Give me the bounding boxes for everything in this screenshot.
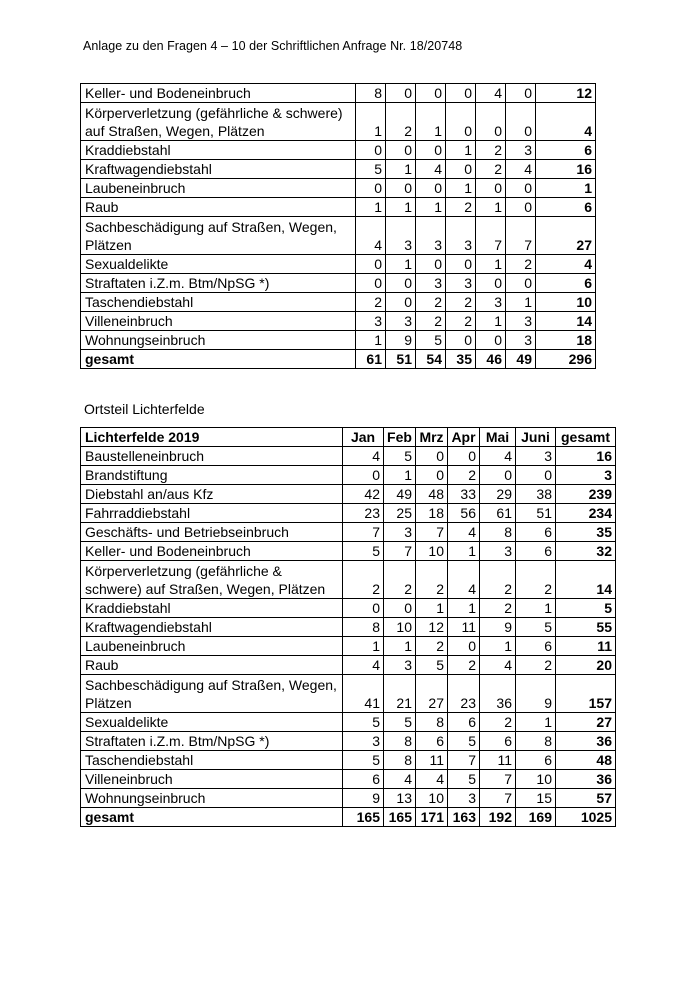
grand-total: 296 bbox=[536, 350, 596, 369]
month-value: 3 bbox=[506, 331, 536, 350]
table-title-cell: Lichterfelde 2019 bbox=[81, 428, 343, 447]
month-value: 0 bbox=[386, 293, 416, 312]
month-value: 4 bbox=[384, 770, 416, 789]
month-value: 11 bbox=[448, 618, 480, 637]
month-value: 0 bbox=[386, 274, 416, 293]
month-value: 5 bbox=[516, 618, 556, 637]
month-value: 1 bbox=[386, 198, 416, 217]
month-value: 2 bbox=[516, 561, 556, 599]
month-value: 0 bbox=[386, 84, 416, 103]
month-value: 21 bbox=[384, 675, 416, 713]
month-value: 1 bbox=[416, 599, 448, 618]
row-total: 239 bbox=[556, 485, 616, 504]
month-value: 1 bbox=[448, 542, 480, 561]
table-row bbox=[81, 293, 596, 312]
month-total: 35 bbox=[446, 350, 476, 369]
month-value: 12 bbox=[416, 618, 448, 637]
month-value: 9 bbox=[480, 618, 516, 637]
month-value: 2 bbox=[356, 293, 386, 312]
row-total: 234 bbox=[556, 504, 616, 523]
month-value: 13 bbox=[384, 789, 416, 808]
month-value: 6 bbox=[516, 523, 556, 542]
row-label: Laubeneinbruch bbox=[81, 179, 356, 198]
month-value: 6 bbox=[516, 751, 556, 770]
month-value: 1 bbox=[384, 466, 416, 485]
row-total: 5 bbox=[556, 599, 616, 618]
month-value: 2 bbox=[516, 656, 556, 675]
month-value: 0 bbox=[480, 466, 516, 485]
month-value: 7 bbox=[448, 751, 480, 770]
row-total: 6 bbox=[536, 274, 596, 293]
month-value: 8 bbox=[384, 732, 416, 751]
month-value: 2 bbox=[448, 656, 480, 675]
month-value: 2 bbox=[480, 713, 516, 732]
row-label: Körperverletzung (gefährliche & schwere) auf Straßen, Wegen, Plätzen bbox=[81, 103, 356, 141]
month-value: 0 bbox=[384, 599, 416, 618]
month-value: 3 bbox=[384, 523, 416, 542]
month-value: 4 bbox=[448, 523, 480, 542]
month-value: 0 bbox=[416, 466, 448, 485]
month-value: 8 bbox=[516, 732, 556, 751]
month-value: 5 bbox=[416, 331, 446, 350]
month-value: 9 bbox=[343, 789, 384, 808]
section-title: Ortsteil Lichterfelde bbox=[84, 401, 205, 417]
table-row bbox=[81, 713, 616, 732]
month-value: 48 bbox=[416, 485, 448, 504]
row-label: Wohnungseinbruch bbox=[81, 331, 356, 350]
month-value: 0 bbox=[446, 331, 476, 350]
row-total: 36 bbox=[556, 732, 616, 751]
month-value: 0 bbox=[416, 84, 446, 103]
row-total: 18 bbox=[536, 331, 596, 350]
month-value: 61 bbox=[480, 504, 516, 523]
month-value: 5 bbox=[343, 751, 384, 770]
table-row bbox=[81, 656, 616, 675]
month-value: 0 bbox=[343, 466, 384, 485]
month-value: 3 bbox=[476, 293, 506, 312]
month-value: 0 bbox=[516, 466, 556, 485]
month-value: 41 bbox=[343, 675, 384, 713]
table-row bbox=[81, 141, 596, 160]
row-total: 16 bbox=[556, 447, 616, 466]
table-row bbox=[81, 542, 616, 561]
column-header: Jan bbox=[343, 428, 384, 447]
month-value: 33 bbox=[448, 485, 480, 504]
row-label: Taschendiebstahl bbox=[81, 751, 343, 770]
month-value: 7 bbox=[416, 523, 448, 542]
month-value: 27 bbox=[416, 675, 448, 713]
month-value: 7 bbox=[476, 217, 506, 255]
page-header: Anlage zu den Fragen 4 – 10 der Schriftlichen Anfrage Nr. 18/20748 bbox=[83, 39, 463, 53]
month-value: 6 bbox=[448, 713, 480, 732]
month-value: 0 bbox=[356, 141, 386, 160]
month-value: 2 bbox=[416, 312, 446, 331]
month-value: 0 bbox=[476, 274, 506, 293]
month-value: 38 bbox=[516, 485, 556, 504]
month-value: 3 bbox=[356, 312, 386, 331]
month-value: 8 bbox=[343, 618, 384, 637]
month-value: 3 bbox=[446, 217, 476, 255]
month-value: 9 bbox=[386, 331, 416, 350]
total-row bbox=[81, 808, 616, 827]
month-value: 0 bbox=[446, 160, 476, 179]
month-value: 4 bbox=[506, 160, 536, 179]
month-value: 2 bbox=[416, 637, 448, 656]
month-value: 4 bbox=[343, 447, 384, 466]
table-row bbox=[81, 466, 616, 485]
month-value: 1 bbox=[343, 637, 384, 656]
month-value: 2 bbox=[384, 561, 416, 599]
table-row bbox=[81, 312, 596, 331]
row-total: 55 bbox=[556, 618, 616, 637]
table-row bbox=[81, 675, 616, 713]
month-value: 1 bbox=[446, 141, 476, 160]
month-value: 15 bbox=[516, 789, 556, 808]
month-value: 1 bbox=[476, 255, 506, 274]
row-total: 48 bbox=[556, 751, 616, 770]
month-value: 2 bbox=[416, 561, 448, 599]
month-value: 0 bbox=[416, 179, 446, 198]
month-value: 1 bbox=[476, 198, 506, 217]
column-header: Juni bbox=[516, 428, 556, 447]
month-value: 0 bbox=[476, 103, 506, 141]
grand-total: 1025 bbox=[556, 808, 616, 827]
month-value: 0 bbox=[506, 274, 536, 293]
table-row bbox=[81, 770, 616, 789]
month-value: 3 bbox=[386, 217, 416, 255]
column-header: Apr bbox=[448, 428, 480, 447]
month-value: 10 bbox=[384, 618, 416, 637]
row-total: 14 bbox=[556, 561, 616, 599]
column-header: Feb bbox=[384, 428, 416, 447]
month-value: 6 bbox=[416, 732, 448, 751]
row-total: 6 bbox=[536, 198, 596, 217]
row-label: Sexualdelikte bbox=[81, 713, 343, 732]
table-row bbox=[81, 217, 596, 255]
row-total: 35 bbox=[556, 523, 616, 542]
row-label: Kraftwagendiebstahl bbox=[81, 618, 343, 637]
month-value: 0 bbox=[386, 141, 416, 160]
total-row bbox=[81, 350, 596, 369]
month-value: 7 bbox=[384, 542, 416, 561]
month-value: 2 bbox=[446, 293, 476, 312]
row-total: 10 bbox=[536, 293, 596, 312]
month-value: 0 bbox=[506, 198, 536, 217]
row-total: 27 bbox=[536, 217, 596, 255]
row-label: Taschendiebstahl bbox=[81, 293, 356, 312]
month-total: 49 bbox=[506, 350, 536, 369]
month-value: 2 bbox=[480, 561, 516, 599]
month-value: 1 bbox=[356, 198, 386, 217]
month-total: 165 bbox=[384, 808, 416, 827]
row-label: Kraddiebstahl bbox=[81, 599, 343, 618]
month-value: 8 bbox=[480, 523, 516, 542]
table-row bbox=[81, 789, 616, 808]
month-value: 1 bbox=[416, 198, 446, 217]
month-value: 0 bbox=[506, 84, 536, 103]
month-value: 6 bbox=[480, 732, 516, 751]
row-label: Diebstahl an/aus Kfz bbox=[81, 485, 343, 504]
month-value: 2 bbox=[386, 103, 416, 141]
month-value: 0 bbox=[476, 179, 506, 198]
crime-table-lichterfelde bbox=[80, 427, 616, 827]
month-value: 42 bbox=[343, 485, 384, 504]
table-row bbox=[81, 523, 616, 542]
row-label: Straftaten i.Z.m. Btm/NpSG *) bbox=[81, 274, 356, 293]
month-value: 1 bbox=[386, 160, 416, 179]
month-total: 192 bbox=[480, 808, 516, 827]
month-value: 3 bbox=[446, 274, 476, 293]
month-value: 2 bbox=[343, 561, 384, 599]
month-total: 51 bbox=[386, 350, 416, 369]
month-value: 3 bbox=[416, 274, 446, 293]
month-value: 29 bbox=[480, 485, 516, 504]
table-row bbox=[81, 504, 616, 523]
month-value: 4 bbox=[480, 656, 516, 675]
month-value: 3 bbox=[416, 217, 446, 255]
month-value: 4 bbox=[356, 217, 386, 255]
month-value: 5 bbox=[448, 770, 480, 789]
month-value: 1 bbox=[446, 179, 476, 198]
row-total: 11 bbox=[556, 637, 616, 656]
row-total: 16 bbox=[536, 160, 596, 179]
month-value: 5 bbox=[343, 542, 384, 561]
month-value: 1 bbox=[448, 599, 480, 618]
month-value: 0 bbox=[356, 255, 386, 274]
month-value: 1 bbox=[480, 637, 516, 656]
month-value: 0 bbox=[416, 447, 448, 466]
table-row bbox=[81, 255, 596, 274]
month-value: 6 bbox=[516, 637, 556, 656]
month-value: 0 bbox=[386, 179, 416, 198]
month-value: 8 bbox=[356, 84, 386, 103]
column-header: Mrz bbox=[416, 428, 448, 447]
row-label: Kraddiebstahl bbox=[81, 141, 356, 160]
month-value: 5 bbox=[448, 732, 480, 751]
month-value: 2 bbox=[506, 255, 536, 274]
month-total: 46 bbox=[476, 350, 506, 369]
month-total: 171 bbox=[416, 808, 448, 827]
month-total: 165 bbox=[343, 808, 384, 827]
month-value: 5 bbox=[384, 447, 416, 466]
row-label: Kraftwagendiebstahl bbox=[81, 160, 356, 179]
month-value: 18 bbox=[416, 504, 448, 523]
table-row bbox=[81, 485, 616, 504]
table-row bbox=[81, 561, 616, 599]
month-value: 51 bbox=[516, 504, 556, 523]
month-value: 0 bbox=[448, 637, 480, 656]
month-value: 1 bbox=[386, 255, 416, 274]
row-total: 20 bbox=[556, 656, 616, 675]
month-value: 0 bbox=[506, 179, 536, 198]
month-value: 10 bbox=[416, 789, 448, 808]
month-value: 3 bbox=[448, 789, 480, 808]
row-label: Villeneinbruch bbox=[81, 312, 356, 331]
row-label: Villeneinbruch bbox=[81, 770, 343, 789]
month-value: 7 bbox=[343, 523, 384, 542]
month-value: 2 bbox=[446, 198, 476, 217]
month-value: 3 bbox=[516, 447, 556, 466]
month-value: 7 bbox=[480, 770, 516, 789]
row-label: Baustelleneinbruch bbox=[81, 447, 343, 466]
month-value: 5 bbox=[384, 713, 416, 732]
month-value: 11 bbox=[416, 751, 448, 770]
month-value: 4 bbox=[480, 447, 516, 466]
row-total: 57 bbox=[556, 789, 616, 808]
month-value: 1 bbox=[416, 103, 446, 141]
month-value: 0 bbox=[506, 103, 536, 141]
month-value: 4 bbox=[476, 84, 506, 103]
month-value: 2 bbox=[476, 160, 506, 179]
month-value: 4 bbox=[416, 160, 446, 179]
row-label: Fahrraddiebstahl bbox=[81, 504, 343, 523]
table-row bbox=[81, 599, 616, 618]
row-label: Straftaten i.Z.m. Btm/NpSG *) bbox=[81, 732, 343, 751]
month-value: 25 bbox=[384, 504, 416, 523]
month-value: 0 bbox=[446, 84, 476, 103]
month-value: 1 bbox=[476, 312, 506, 331]
month-total: 169 bbox=[516, 808, 556, 827]
row-total: 12 bbox=[536, 84, 596, 103]
row-total: 6 bbox=[536, 141, 596, 160]
row-label: Geschäfts- und Betriebseinbruch bbox=[81, 523, 343, 542]
month-value: 2 bbox=[446, 312, 476, 331]
table-row bbox=[81, 179, 596, 198]
row-label: Brandstiftung bbox=[81, 466, 343, 485]
month-value: 7 bbox=[480, 789, 516, 808]
table-row bbox=[81, 103, 596, 141]
month-value: 2 bbox=[416, 293, 446, 312]
row-total: 1 bbox=[536, 179, 596, 198]
month-value: 0 bbox=[356, 274, 386, 293]
month-value: 4 bbox=[448, 561, 480, 599]
month-value: 1 bbox=[356, 103, 386, 141]
month-value: 23 bbox=[448, 675, 480, 713]
table-row bbox=[81, 160, 596, 179]
month-value: 1 bbox=[516, 599, 556, 618]
month-value: 56 bbox=[448, 504, 480, 523]
month-value: 0 bbox=[356, 179, 386, 198]
table-row bbox=[81, 618, 616, 637]
month-value: 11 bbox=[480, 751, 516, 770]
month-value: 1 bbox=[384, 637, 416, 656]
month-value: 23 bbox=[343, 504, 384, 523]
table-row bbox=[81, 274, 596, 293]
month-value: 1 bbox=[506, 293, 536, 312]
month-value: 6 bbox=[516, 542, 556, 561]
month-value: 5 bbox=[416, 656, 448, 675]
table-row bbox=[81, 84, 596, 103]
month-value: 1 bbox=[356, 331, 386, 350]
month-value: 0 bbox=[343, 599, 384, 618]
row-total: 14 bbox=[536, 312, 596, 331]
table-row bbox=[81, 198, 596, 217]
month-value: 3 bbox=[384, 656, 416, 675]
month-value: 4 bbox=[416, 770, 448, 789]
month-value: 2 bbox=[448, 466, 480, 485]
month-value: 5 bbox=[356, 160, 386, 179]
row-total: 4 bbox=[536, 255, 596, 274]
month-total: 61 bbox=[356, 350, 386, 369]
month-value: 3 bbox=[506, 141, 536, 160]
table-row bbox=[81, 751, 616, 770]
month-value: 0 bbox=[446, 103, 476, 141]
table-row bbox=[81, 447, 616, 466]
table-row bbox=[81, 732, 616, 751]
row-total: 27 bbox=[556, 713, 616, 732]
month-value: 4 bbox=[343, 656, 384, 675]
row-label: Sachbeschädigung auf Straßen, Wegen, Plätzen bbox=[81, 217, 356, 255]
row-label: Wohnungseinbruch bbox=[81, 789, 343, 808]
row-total: 4 bbox=[536, 103, 596, 141]
month-value: 36 bbox=[480, 675, 516, 713]
month-value: 9 bbox=[516, 675, 556, 713]
month-value: 3 bbox=[386, 312, 416, 331]
month-value: 5 bbox=[343, 713, 384, 732]
row-label: Laubeneinbruch bbox=[81, 637, 343, 656]
month-value: 3 bbox=[506, 312, 536, 331]
column-header: Mai bbox=[480, 428, 516, 447]
month-total: 54 bbox=[416, 350, 446, 369]
month-value: 6 bbox=[343, 770, 384, 789]
month-value: 0 bbox=[416, 141, 446, 160]
row-label: Keller- und Bodeneinbruch bbox=[81, 84, 356, 103]
month-value: 10 bbox=[516, 770, 556, 789]
month-value: 49 bbox=[384, 485, 416, 504]
month-value: 3 bbox=[343, 732, 384, 751]
row-label: Sachbeschädigung auf Straßen, Wegen, Plätzen bbox=[81, 675, 343, 713]
month-value: 10 bbox=[416, 542, 448, 561]
row-label: Raub bbox=[81, 198, 356, 217]
month-value: 0 bbox=[448, 447, 480, 466]
month-value: 8 bbox=[416, 713, 448, 732]
total-label: gesamt bbox=[81, 350, 356, 369]
row-label: Keller- und Bodeneinbruch bbox=[81, 542, 343, 561]
total-label: gesamt bbox=[81, 808, 343, 827]
month-total: 163 bbox=[448, 808, 480, 827]
month-value: 1 bbox=[516, 713, 556, 732]
month-value: 0 bbox=[476, 331, 506, 350]
month-value: 0 bbox=[416, 255, 446, 274]
table-row bbox=[81, 637, 616, 656]
row-total: 157 bbox=[556, 675, 616, 713]
table-row bbox=[81, 331, 596, 350]
month-value: 2 bbox=[476, 141, 506, 160]
row-label: Körperverletzung (gefährliche & schwere) auf Straßen, Wegen, Plätzen bbox=[81, 561, 343, 599]
row-total: 36 bbox=[556, 770, 616, 789]
table-header-row bbox=[81, 428, 616, 447]
month-value: 8 bbox=[384, 751, 416, 770]
column-header: gesamt bbox=[556, 428, 616, 447]
month-value: 7 bbox=[506, 217, 536, 255]
row-label: Raub bbox=[81, 656, 343, 675]
month-value: 3 bbox=[480, 542, 516, 561]
row-total: 3 bbox=[556, 466, 616, 485]
month-value: 0 bbox=[446, 255, 476, 274]
crime-table-continued bbox=[80, 83, 596, 369]
month-value: 2 bbox=[480, 599, 516, 618]
row-label: Sexualdelikte bbox=[81, 255, 356, 274]
row-total: 32 bbox=[556, 542, 616, 561]
